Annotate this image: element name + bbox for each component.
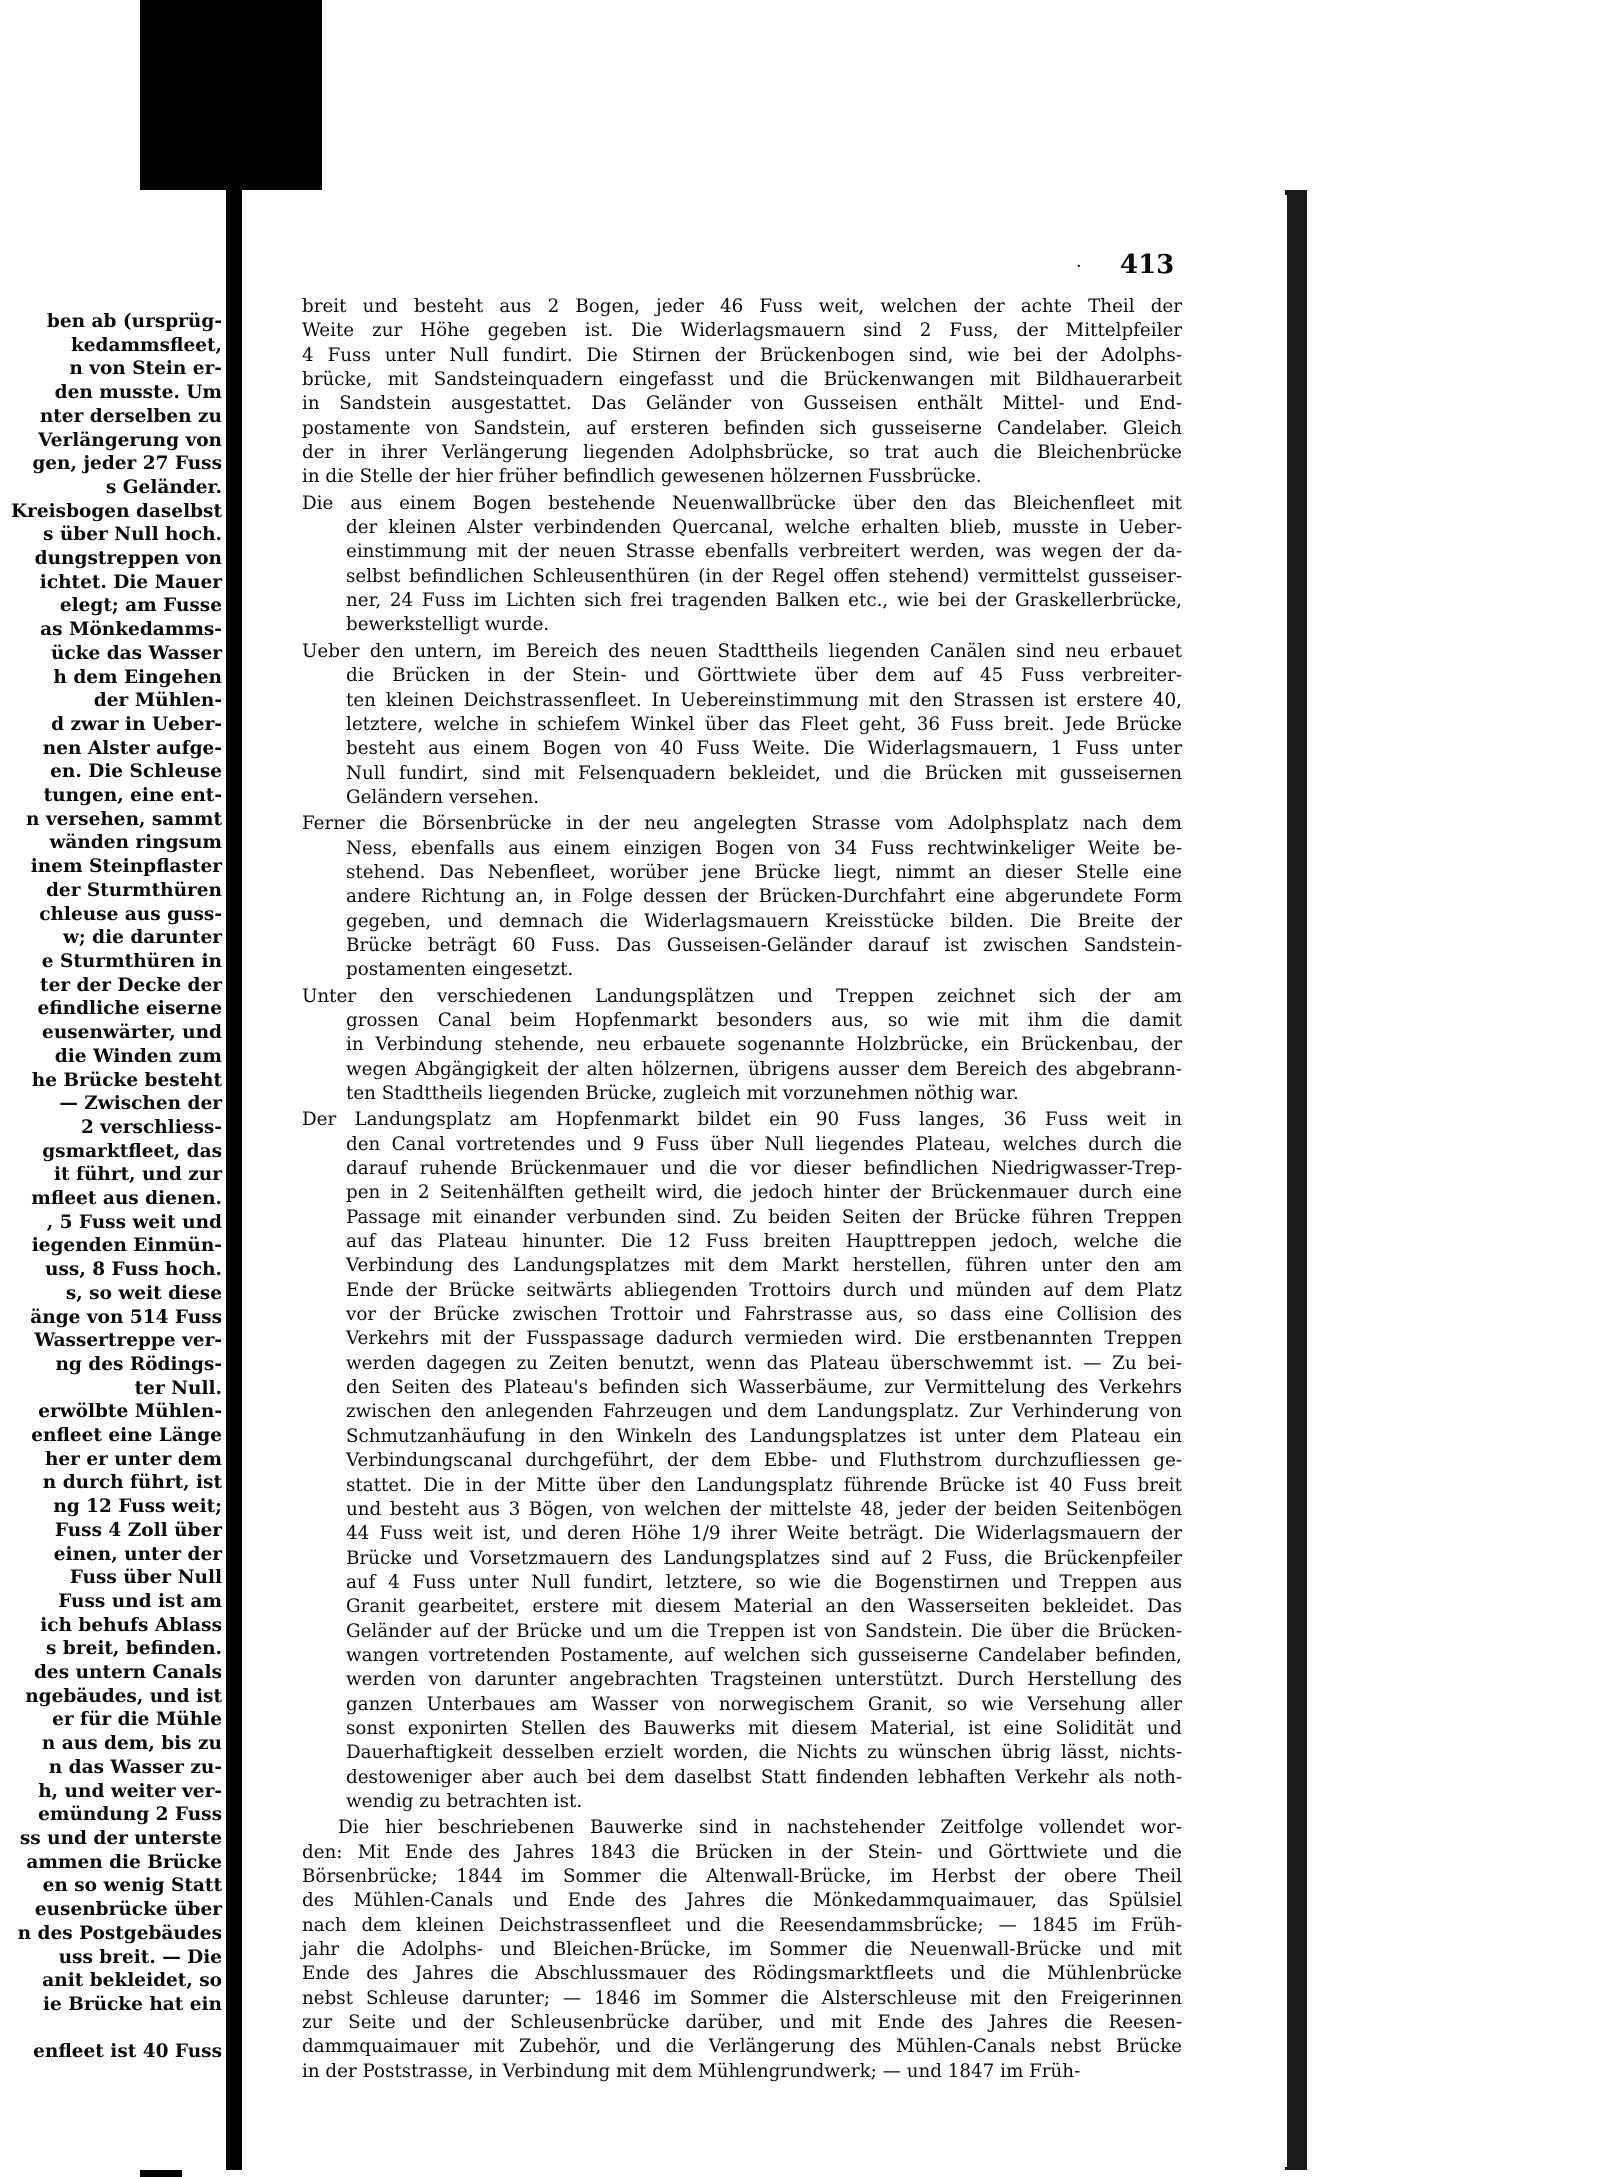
- text-line: dammquaimauer mit Zubehör, und die Verlängerung des Mühlen-Canals nebst Brücke: [302, 2036, 1182, 2058]
- left-page-line: her er unter dem: [44, 1448, 222, 1470]
- text-line: Unter den verschiedenen Landungsplätzen und Treppen zeichnet sich der am: [302, 985, 1182, 1007]
- text-line: sonst exponirten Stellen des Bauwerks mit diesem Material, ist eine Solidität und: [346, 1717, 1182, 1739]
- text-line: postamenten eingesetzt.: [346, 959, 574, 981]
- page-edge-shadow: [1285, 190, 1307, 2170]
- left-page-line: as Mönkedamms-: [40, 619, 222, 641]
- text-line: der in ihrer Verlängerung liegenden Adolphsbrücke, so trat auch die Bleichenbrücke: [302, 442, 1182, 464]
- left-page-line: ng des Rödings-: [55, 1353, 222, 1375]
- page-mark: ·: [1076, 256, 1082, 277]
- text-line: jahr die Adolphs- und Bleichen-Brücke, im Sommer die Neuenwall-Brücke und mit: [302, 1939, 1182, 1961]
- text-line: letztere, welche in schiefem Winkel über das Fleet geht, 36 Fuss breit. Jede Brücke: [346, 713, 1182, 735]
- text-line: darauf ruhende Brückenmauer und die vor dieser befindlichen Niedrigwasser-Trep-: [346, 1158, 1182, 1180]
- left-page-line: elegt; am Fusse: [59, 595, 222, 617]
- left-page-line: s, so weit diese: [65, 1282, 222, 1304]
- left-page-line: enfleet eine Länge: [31, 1425, 222, 1447]
- left-page-line: erwölbte Mühlen-: [38, 1401, 222, 1423]
- text-line: vor der Brücke zwischen Trottoir und Fahrstrasse aus, so dass eine Collision des: [346, 1304, 1182, 1326]
- text-line: postamente von Sandstein, auf ersteren befinden sich gusseiserne Candelaber. Gleich: [302, 417, 1182, 439]
- text-line: ten kleinen Deichstrassenfleet. In Uebereinstimmung mit den Strassen ist erstere 40,: [346, 689, 1182, 711]
- left-page-line: h dem Eingehen: [53, 666, 222, 688]
- text-line: andere Richtung an, in Folge dessen der Brücken-Durchfahrt eine abgerundete Form: [346, 886, 1182, 908]
- text-line: den Canal vortretendes und 9 Fuss über Null liegendes Plateau, welches durch die: [346, 1133, 1182, 1155]
- left-page-line: h, und weiter ver-: [38, 1780, 222, 1802]
- left-page-line: Wassertreppe ver-: [34, 1330, 222, 1352]
- text-line: auf das Plateau hinunter. Die 12 Fuss breiten Haupttreppen jedoch, welche die: [346, 1231, 1182, 1253]
- text-line: grossen Canal beim Hopfenmarkt besonders aus, so wie mit ihm die damit: [346, 1009, 1182, 1031]
- text-line: den Seiten des Plateau's befinden sich Wasserbäume, zur Vermittelung des Verkehrs: [346, 1377, 1182, 1399]
- paragraph: [302, 812, 1182, 982]
- text-line: besteht aus einem Bogen von 40 Fuss Weite. Die Widerlagsmauern, 1 Fuss unter: [346, 738, 1182, 760]
- left-page-line: d zwar in Ueber-: [51, 713, 222, 735]
- text-line: nach dem kleinen Deichstrassenfleet und die Reesendammsbrücke; — 1845 im Früh-: [302, 1914, 1182, 1936]
- left-page-line: mfleet aus dienen.: [31, 1188, 222, 1210]
- text-line: Geländer auf der Brücke und um die Treppen ist von Sandstein. Die über die Brücken-: [346, 1620, 1182, 1642]
- left-page-line: n versehen, sammt: [26, 808, 222, 830]
- text-line: Brücke beträgt 60 Fuss. Das Gusseisen-Geländer darauf ist zwischen Sandstein-: [346, 934, 1182, 956]
- left-page-line: enfleet ist 40 Fuss: [33, 2041, 222, 2063]
- text-line: Ness, ebenfalls aus einem einzigen Bogen von 34 Fuss rechtwinkeliger Weite be-: [346, 837, 1182, 859]
- left-page-line: w; die darunter: [62, 927, 222, 949]
- left-page-line: dungstreppen von: [34, 548, 222, 570]
- text-line: Börsenbrücke; 1844 im Sommer die Altenwall-Brücke, im Herbst der obere Theil: [302, 1866, 1182, 1887]
- left-page-line: iegenden Einmün-: [31, 1235, 222, 1257]
- text-line: der kleinen Alster verbindenden Quercanal, welche erhalten blieb, musste in Ueber-: [346, 517, 1182, 539]
- left-page-line: ngebäudes, und ist: [25, 1685, 222, 1707]
- text-line: wangen vortretenden Postamente, auf welchen sich gusseiserne Candelaber befinden,: [346, 1644, 1182, 1666]
- text-line: Ende der Brücke seitwärts abliegenden Trottoirs durch und münden auf dem Platz: [346, 1279, 1182, 1301]
- left-page-line: tungen, eine ent-: [43, 785, 222, 807]
- text-line: Ende des Jahres die Abschlussmauer des Rödingsmarktfleets und die Mühlenbrücke: [302, 1963, 1182, 1985]
- left-page-line: emündung 2 Fuss: [38, 1804, 222, 1826]
- left-page-line: ss und der unterste: [19, 1828, 222, 1849]
- left-page-line: einen, unter der: [53, 1543, 222, 1565]
- left-page-line: en. Die Schleuse: [50, 761, 222, 783]
- text-line: nebst Schleuse darunter; — 1846 im Sommer die Alsterschleuse mit den Freigerinnen: [302, 1987, 1182, 2009]
- text-line: bewerkstelligt wurde.: [346, 614, 550, 636]
- left-page-line: ichtet. Die Mauer: [39, 571, 222, 593]
- text-line: 4 Fuss unter Null fundirt. Die Stirnen der Brückenbogen sind, wie bei der Adolphs-: [302, 344, 1182, 366]
- left-page-line: 2 verschliess-: [80, 1116, 222, 1138]
- text-line: destoweniger aber auch bei dem daselbst Statt findenden lebhaften Verkehr als noth-: [346, 1766, 1182, 1788]
- left-page-line: n von Stein er-: [69, 358, 222, 380]
- left-page-line: it führt, und zur: [53, 1164, 222, 1186]
- text-line: stehend. Das Nebenfleet, worüber jene Brücke liegt, nimmt an dieser Stelle eine: [346, 861, 1182, 883]
- left-page-line: Fuss und ist am: [58, 1590, 222, 1612]
- left-page-line: [0, 2017, 222, 2041]
- scan-background: [182, 0, 322, 190]
- text-line: einstimmung mit der neuen Strasse ebenfalls verbreitert werden, was wegen der da-: [346, 541, 1182, 563]
- text-line: werden von darunter angebrachten Tragsteinen unterstützt. Durch Herstellung des: [346, 1669, 1182, 1691]
- left-page-line: der Sturmthüren: [46, 879, 222, 901]
- left-page-line: ücke das Wasser: [50, 642, 222, 664]
- left-page-line: n aus dem, bis zu: [41, 1733, 222, 1755]
- paragraph: [302, 295, 1182, 490]
- left-page-line: inem Steinpflaster: [30, 856, 222, 878]
- text-line: Verbindungscanal durchgeführt, der dem Ebbe- und Fluthstrom durchzufliessen ge-: [346, 1450, 1182, 1472]
- text-line: Verkehrs mit der Fusspassage dadurch vermieden wird. Die erstbenannten Treppen: [346, 1328, 1182, 1350]
- left-page: [0, 190, 228, 2170]
- text-line: breit und besteht aus 2 Bogen, jeder 46 Fuss weit, welchen der achte Theil der: [302, 296, 1182, 317]
- left-page-line: ammen die Brücke: [26, 1851, 222, 1873]
- left-page-line: s breit, befinden.: [46, 1638, 222, 1660]
- left-page-line: ter Null.: [134, 1377, 222, 1399]
- text-line: Weite zur Höhe gegeben ist. Die Widerlagsmauern sind 2 Fuss, der Mittelpfeiler: [302, 320, 1182, 342]
- text-line: ganzen Unterbaues am Wasser von norwegischem Granit, so wie Versehung aller: [346, 1693, 1182, 1715]
- left-page-line: nter derselben zu: [39, 405, 222, 427]
- left-page-line: gen, jeder 27 Fuss: [32, 453, 222, 475]
- page-number: 413: [1120, 250, 1175, 280]
- text-line: in Verbindung stehende, neu erbauete sogenannte Holzbrücke, ein Brückenbau, der: [346, 1034, 1182, 1056]
- left-page-line: kedammsfleet,: [70, 334, 222, 356]
- paragraph: [302, 640, 1182, 810]
- left-page-line: Verlängerung von: [38, 429, 222, 451]
- text-line: gegeben, und demnach die Widerlagsmauern Kreisstücke bilden. Die Breite der: [346, 910, 1182, 932]
- left-page-line: , 5 Fuss weit und: [46, 1211, 222, 1233]
- text-line: den: Mit Ende des Jahres 1843 die Brücken in der Stein- und Görttwiete und die: [302, 1841, 1182, 1863]
- left-page-line: — Zwischen der: [59, 1093, 222, 1115]
- left-page-line: he Brücke besteht: [31, 1069, 222, 1091]
- text-line: in Sandstein ausgestattet. Das Geländer von Gusseisen enthält Mittel- und End-: [302, 393, 1182, 415]
- left-page-line: uss, 8 Fuss hoch.: [45, 1259, 222, 1281]
- text-line: Null fundirt, sind mit Felsenquadern bekleidet, und die Brücken mit gusseisernen: [346, 762, 1182, 784]
- text-line: pen in 2 Seitenhälften getheilt wird, die jedoch hinter der Brückenmauer durch eine: [346, 1182, 1182, 1204]
- text-line: zur Seite und der Schleusenbrücke darüber, und mit Ende des Jahres die Reesen-: [302, 2012, 1182, 2034]
- text-line: werden dagegen zu Zeiten benutzt, wenn das Plateau überschwemmt ist. — Zu bei-: [346, 1352, 1182, 1374]
- left-page-text: [0, 310, 222, 2064]
- text-line: des Mühlen-Canals und Ende des Jahres die Mönkedammquaimauer, das Spülsiel: [302, 1890, 1182, 1912]
- left-page-line: eusenbrücke über: [34, 1899, 222, 1921]
- text-line: Ferner die Börsenbrücke in der neu angelegten Strasse vom Adolphsplatz nach dem: [302, 813, 1182, 835]
- left-page-line: e Sturmthüren in: [41, 950, 222, 972]
- left-page-line: des untern Canals: [33, 1662, 222, 1684]
- text-line: Die aus einem Bogen bestehende Neuenwallbrücke über den das Bleichenfleet mit: [302, 492, 1182, 514]
- text-line: ner, 24 Fuss im Lichten sich frei tragenden Balken etc., wie bei der Graskellerbrücke,: [346, 590, 1182, 612]
- left-page-line: den musste. Um: [54, 382, 222, 404]
- text-line: Geländern versehen.: [346, 786, 540, 808]
- left-page-line: efindliche eiserne: [37, 998, 222, 1020]
- main-text: [302, 295, 1182, 2084]
- paragraph: [302, 492, 1182, 638]
- text-line: Die hier beschriebenen Bauwerke sind in nachstehender Zeitfolge vollendet wor-: [338, 1817, 1182, 1839]
- text-line: stattet. Die in der Mitte über den Landungsplatz führende Brücke ist 40 Fuss breit: [346, 1474, 1182, 1496]
- text-line: Der Landungsplatz am Hopfenmarkt bildet ein 90 Fuss langes, 36 Fuss weit in: [302, 1109, 1182, 1131]
- left-page-line: er für die Mühle: [52, 1709, 222, 1731]
- left-page-line: n das Wasser zu-: [48, 1756, 222, 1778]
- text-line: brücke, mit Sandsteinquadern eingefasst und die Brückenwangen mit Bildhauerarbeit: [302, 369, 1182, 391]
- text-line: in die Stelle der hier früher befindlich gewesenen hölzernen Fussbrücke.: [302, 466, 982, 488]
- left-page-line: s Geländer.: [105, 476, 222, 498]
- left-page-line: nen Alster aufge-: [42, 737, 222, 759]
- text-line: Dauerhaftigkeit desselben erzielt worden, die Nichts zu wünschen übrig lässt, nichts-: [346, 1742, 1182, 1764]
- left-page-line: gsmarktfleet, das: [42, 1140, 222, 1162]
- left-page-line: ich behufs Ablass: [40, 1614, 222, 1636]
- left-page-line: uss breit. — Die: [58, 1946, 222, 1968]
- left-page-line: n durch führt, ist: [42, 1472, 222, 1494]
- text-line: wendig zu betrachten ist.: [346, 1790, 583, 1812]
- paragraph: [302, 1108, 1182, 1814]
- paragraph: [302, 1816, 1182, 2084]
- left-page-line: en so wenig Statt: [42, 1875, 222, 1897]
- left-page-line: Fuss 4 Zoll über: [54, 1519, 222, 1541]
- text-line: Verbindung des Landungsplatzes mit dem Markt herstellen, führen unter den am: [346, 1255, 1182, 1277]
- left-page-line: ng 12 Fuss weit;: [53, 1496, 222, 1518]
- left-page-line: n des Postgebäudes: [17, 1922, 222, 1944]
- left-page-line: Fuss über Null: [69, 1567, 222, 1589]
- text-line: und besteht aus 3 Bögen, von welchen der mittelste 48, jeder der beiden Seitenbögen: [346, 1498, 1182, 1520]
- left-page-line: ter der Decke der: [40, 974, 222, 996]
- text-line: auf 4 Fuss unter Null fundirt, letztere, so wie die Bogenstirnen und Treppen aus: [346, 1571, 1182, 1593]
- text-line: die Brücken in der Stein- und Görttwiete über dem auf 45 Fuss verbreiter-: [346, 665, 1182, 687]
- left-page-line: s über Null hoch.: [42, 524, 222, 546]
- left-page-line: chleuse aus guss-: [39, 903, 222, 925]
- left-page-line: änge von 514 Fuss: [30, 1306, 222, 1328]
- text-line: zwischen den anlegenden Fahrzeugen und dem Landungsplatz. Zur Verhinderung von: [346, 1401, 1182, 1423]
- left-page-line: ben ab (ursprüg-: [46, 311, 222, 332]
- left-page-line: anit bekleidet, so: [42, 1970, 222, 1992]
- left-page-line: die Winden zum: [54, 1045, 222, 1067]
- text-line: ten Stadttheils liegenden Brücke, zugleich mit vorzunehmen nöthig war.: [346, 1083, 1019, 1104]
- text-line: Ueber den untern, im Bereich des neuen Stadttheils liegenden Canälen sind neu erbauet: [302, 640, 1182, 662]
- left-page-line: ie Brücke hat ein: [42, 1993, 222, 2015]
- text-line: Passage mit einander verbunden sind. Zu beiden Seiten der Brücke führen Treppen: [346, 1206, 1182, 1228]
- left-page-line: der Mühlen-: [93, 690, 222, 712]
- left-page-line: Kreisbogen daselbst: [11, 500, 222, 522]
- left-page-line: wänden ringsum: [49, 832, 222, 854]
- text-line: wegen Abgängigkeit der alten hölzernen, übrigens ausser dem Bereich des abgebrann-: [346, 1058, 1182, 1080]
- text-line: Schmutzanhäufung in den Winkeln des Landungsplatzes ist unter dem Plateau ein: [346, 1425, 1182, 1447]
- text-line: 44 Fuss weit ist, und deren Höhe 1/9 ihrer Weite beträgt. Die Widerlagsmauern der: [346, 1523, 1182, 1545]
- text-line: Brücke und Vorsetzmauern des Landungsplatzes sind auf 2 Fuss, die Brückenpfeiler: [346, 1547, 1182, 1569]
- paragraph: [302, 985, 1182, 1107]
- text-line: in der Poststrasse, in Verbindung mit dem Mühlengrundwerk; — und 1847 im Früh-: [302, 2060, 1081, 2082]
- left-page-line: eusenwärter, und: [42, 1022, 222, 1044]
- text-line: selbst befindlichen Schleusenthüren (in der Regel offen stehend) vermittelst gusseiser-: [346, 565, 1182, 587]
- text-line: Granit gearbeitet, erstere mit diesem Material an den Wasserseiten bekleidet. Das: [346, 1596, 1182, 1618]
